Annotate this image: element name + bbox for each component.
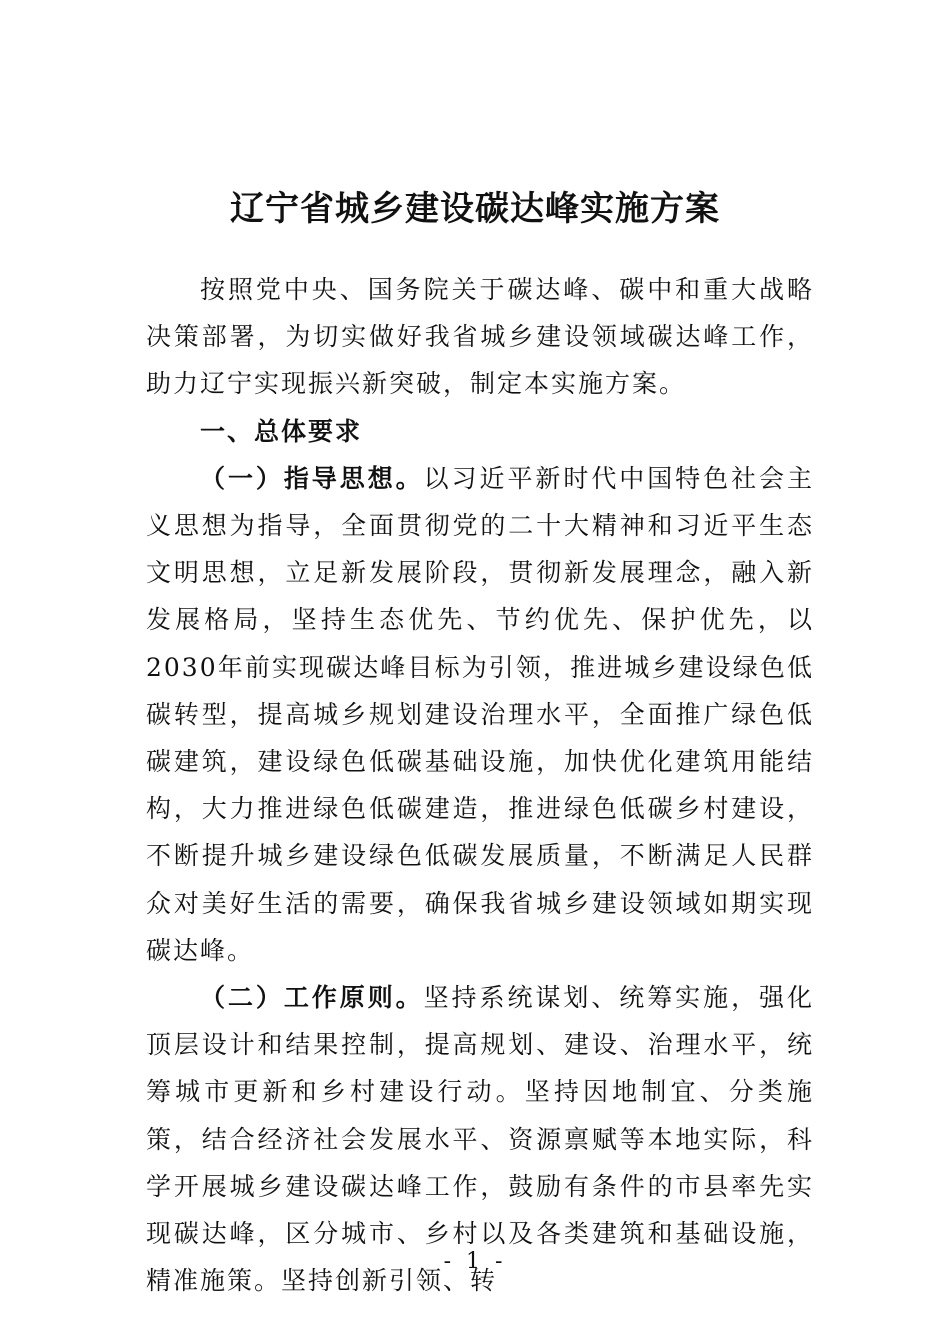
intro-paragraph: 按照党中央、国务院关于碳达峰、碳中和重大战略决策部署，为切实做好我省城乡建设领域碳达峰工作，助力辽宁实现振兴新突破，制定本实施方案。 <box>146 275 814 399</box>
document-title: 辽宁省城乡建设碳达峰实施方案 <box>230 188 720 229</box>
work-principles-text: 坚持系统谋划、统筹实施，强化顶层设计和结果控制，提高规划、建设、治理水平，统筹城市更新和乡村建设行动。坚持因地制宜、分类施策，结合经济社会发展水平、资源禀赋等本地实际，科学开展城乡建设碳达峰工作，鼓励有条件的市县率先实现碳达峰，区分城市、乡村以及各类建筑和基础设施，精准施策。坚持创新引领、转 <box>146 983 814 1296</box>
section-heading: 一、总体要求 <box>200 416 363 446</box>
guiding-ideology-paragraph <box>146 455 814 974</box>
page-number: - 1 - <box>443 1249 507 1274</box>
guiding-ideology-lead: （一）指导思想。 <box>200 463 424 493</box>
work-principles-lead: （二）工作原则。 <box>200 983 424 1013</box>
guiding-ideology-text: 以习近平新时代中国特色社会主义思想为指导，全面贯彻党的二十大精神和习近平生态文明思想，立足新发展阶段，贯彻新发展理念，融入新发展格局，坚持生态优先、节约优先、保护优先，以2030年前实现碳达峰目标为引领，推进城乡建设绿色低碳转型，提高城乡规划建设治理水平，全面推广绿色低碳建筑，建设绿色低碳基础设施，加快优化建筑用能结构，大力推进绿色低碳建造，推进绿色低碳乡村建设，不断提升城乡建设绿色低碳发展质量，不断满足人民群众对美好生活的需要，确保我省城乡建设领域如期实现碳达峰。 <box>146 463 814 965</box>
document-body <box>146 266 814 1304</box>
